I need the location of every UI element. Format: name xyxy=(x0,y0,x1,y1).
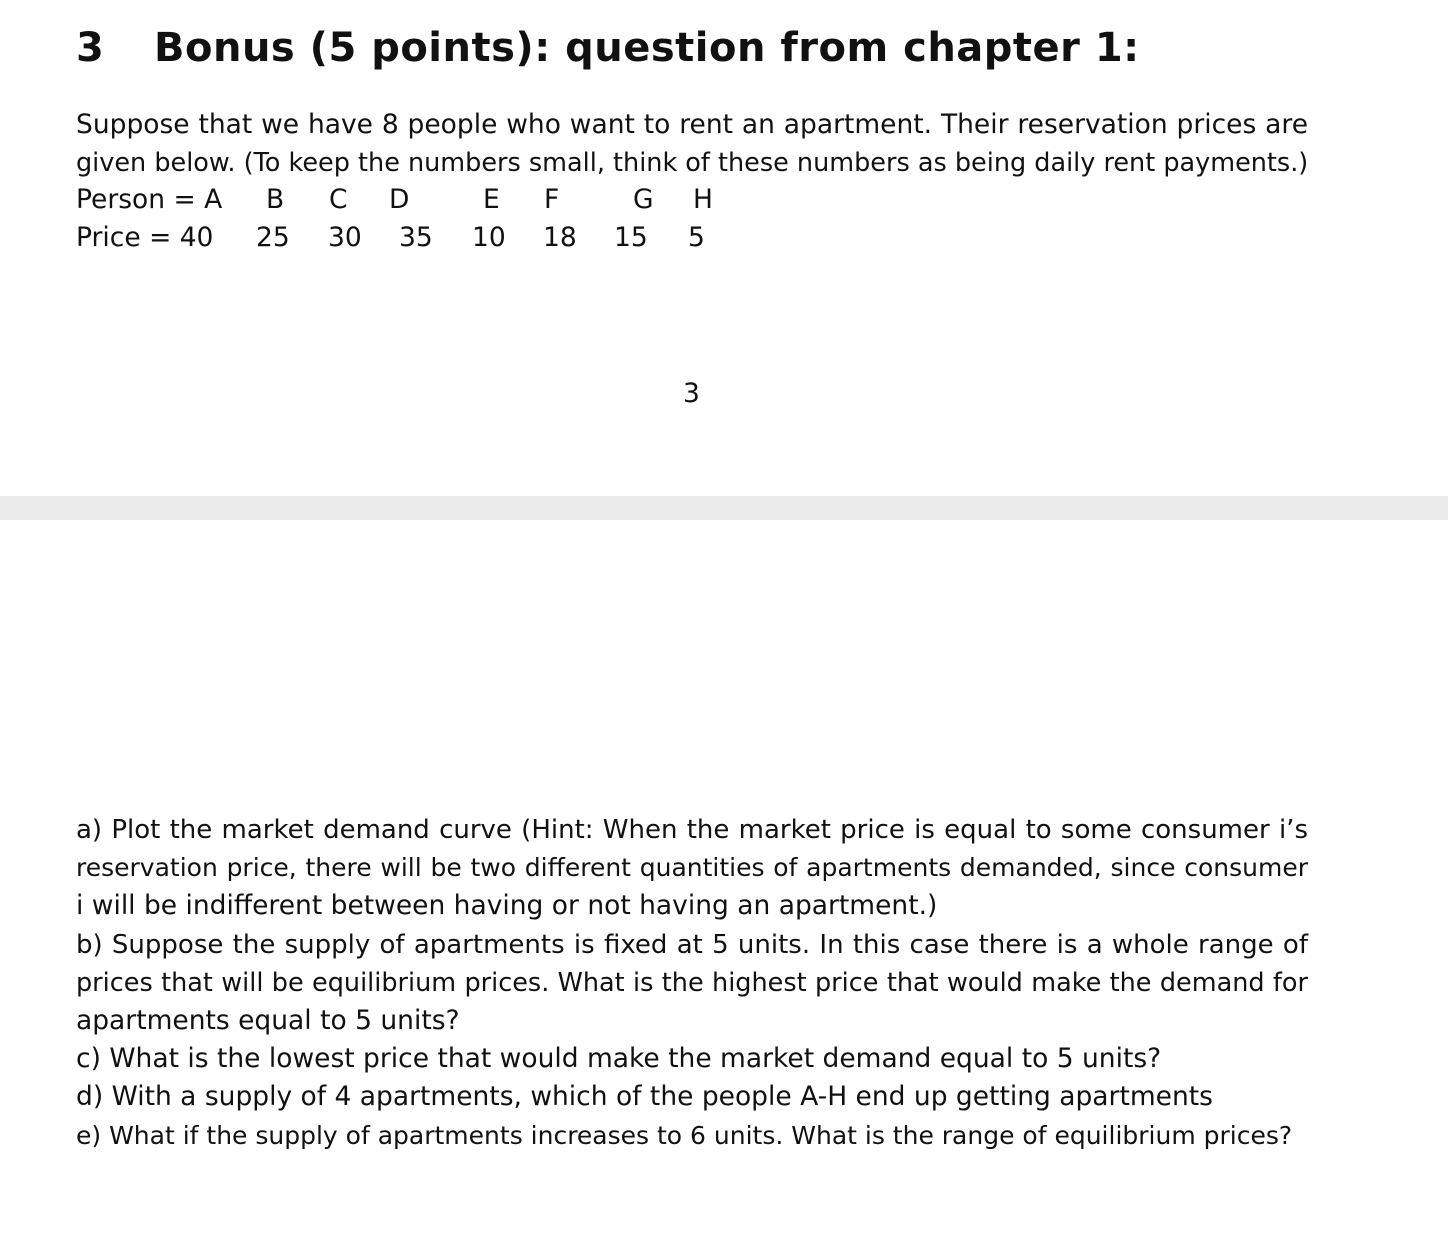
person-cell: D xyxy=(389,184,410,215)
price-cell: 10 xyxy=(472,222,506,253)
question-line: c) What is the lowest price that would make the market demand equal to 5 units? xyxy=(76,1043,1162,1075)
price-cell: 15 xyxy=(614,222,648,253)
questions-paragraph xyxy=(76,811,1308,1155)
section-title: Bonus (5 points): question from chapter 1: xyxy=(154,25,1140,71)
question-line: d) With a supply of 4 apartments, which of the people A-H end up getting apartments xyxy=(76,1081,1213,1113)
question-line: b) Suppose the supply of apartments is fixed at 5 units. In this case there is a whole range of xyxy=(76,929,1308,960)
intro-line: given below. (To keep the numbers small, think of these numbers as being daily rent payments.) xyxy=(76,148,1309,179)
section-heading xyxy=(76,22,1140,74)
price-cell: 25 xyxy=(256,222,290,253)
price-cell: 35 xyxy=(399,222,433,253)
question-line: e) What if the supply of apartments increases to 6 units. What is the range of equilibrium prices? xyxy=(76,1120,1293,1150)
page-separator xyxy=(0,496,1448,520)
person-label: Person = A xyxy=(76,184,223,215)
question-line: apartments equal to 5 units? xyxy=(76,1005,460,1037)
question-line: reservation price, there will be two different quantities of apartments demanded, since consumer xyxy=(76,853,1308,883)
question-line: a) Plot the market demand curve (Hint: When the market price is equal to some consumer i’s xyxy=(76,815,1308,845)
page-number: 3 xyxy=(683,378,700,409)
person-cell: G xyxy=(633,184,654,215)
price-label: Price = 40 xyxy=(76,222,214,253)
page-lower xyxy=(0,520,1448,1242)
price-cell: 5 xyxy=(688,222,705,253)
price-cell: 18 xyxy=(543,222,577,253)
question-line: i will be indifferent between having or not having an apartment.) xyxy=(76,890,938,922)
person-cell: H xyxy=(693,184,713,215)
page-upper xyxy=(0,0,1448,496)
intro-paragraph xyxy=(76,106,1308,182)
person-cell: E xyxy=(483,184,500,215)
price-cell: 30 xyxy=(328,222,362,253)
intro-line: Suppose that we have 8 people who want to rent an apartment. Their reservation prices are xyxy=(76,109,1308,140)
person-cell: C xyxy=(329,184,348,215)
person-cell: B xyxy=(266,184,285,215)
person-cell: F xyxy=(544,184,560,215)
section-number: 3 xyxy=(76,25,105,71)
question-line: prices that will be equilibrium prices. What is the highest price that would make the demand for xyxy=(76,967,1308,998)
